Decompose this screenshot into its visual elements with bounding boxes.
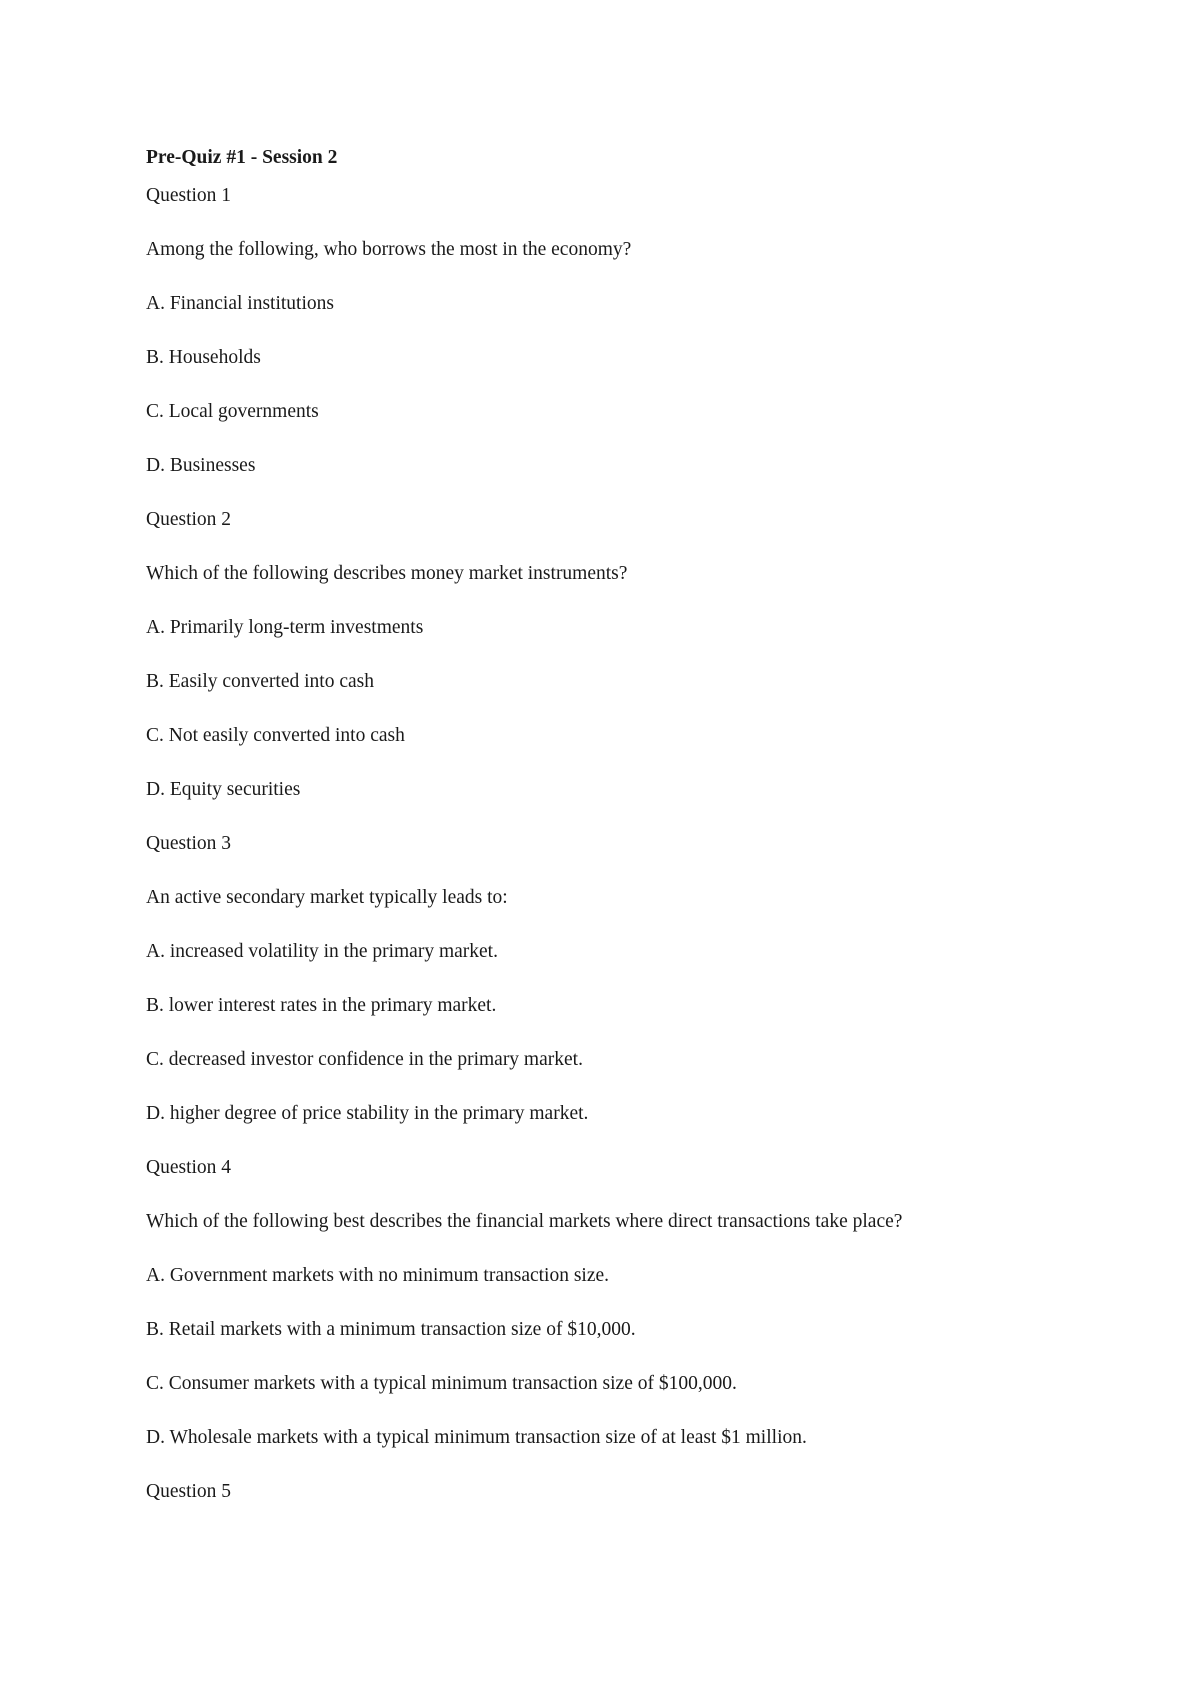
question-1-option-b: B. Households [146, 347, 261, 368]
question-4-option-a: A. Government markets with no minimum transaction size. [146, 1265, 610, 1286]
question-1-option-d: D. Businesses [146, 455, 256, 476]
document-body [146, 146, 1066, 1504]
question-4-option-d: D. Wholesale markets with a typical minimum transaction size of at least $1 million. [146, 1427, 807, 1448]
question-2-option-b: B. Easily converted into cash [146, 671, 374, 692]
question-3-heading: Question 3 [146, 833, 232, 854]
question-2-option-a: A. Primarily long-term investments [146, 617, 424, 638]
question-3-option-c: C. decreased investor confidence in the primary market. [146, 1049, 583, 1070]
question-1-option-c: C. Local governments [146, 401, 319, 422]
question-3-option-b: B. lower interest rates in the primary market. [146, 995, 497, 1016]
question-4-option-c: C. Consumer markets with a typical minimum transaction size of $100,000. [146, 1373, 737, 1394]
question-3-option-a: A. increased volatility in the primary market. [146, 941, 498, 962]
question-3-option-d: D. higher degree of price stability in the primary market. [146, 1103, 589, 1124]
question-2-option-c: C. Not easily converted into cash [146, 725, 405, 746]
question-1-text: Among the following, who borrows the most in the economy? [146, 239, 632, 260]
question-5-heading: Question 5 [146, 1481, 232, 1502]
question-4-heading: Question 4 [146, 1157, 232, 1178]
question-4-option-b: B. Retail markets with a minimum transaction size of $10,000. [146, 1319, 636, 1340]
question-2-option-d: D. Equity securities [146, 779, 301, 800]
document-title: Pre-Quiz #1 - Session 2 [146, 147, 338, 168]
question-3-text: An active secondary market typically leads to: [146, 887, 508, 908]
question-2-text: Which of the following describes money market instruments? [146, 563, 628, 584]
question-4-text: Which of the following best describes the financial markets where direct transactions take place? [146, 1211, 903, 1232]
question-2-heading: Question 2 [146, 509, 232, 530]
question-1-heading: Question 1 [146, 185, 232, 206]
question-1-option-a: A. Financial institutions [146, 293, 334, 314]
